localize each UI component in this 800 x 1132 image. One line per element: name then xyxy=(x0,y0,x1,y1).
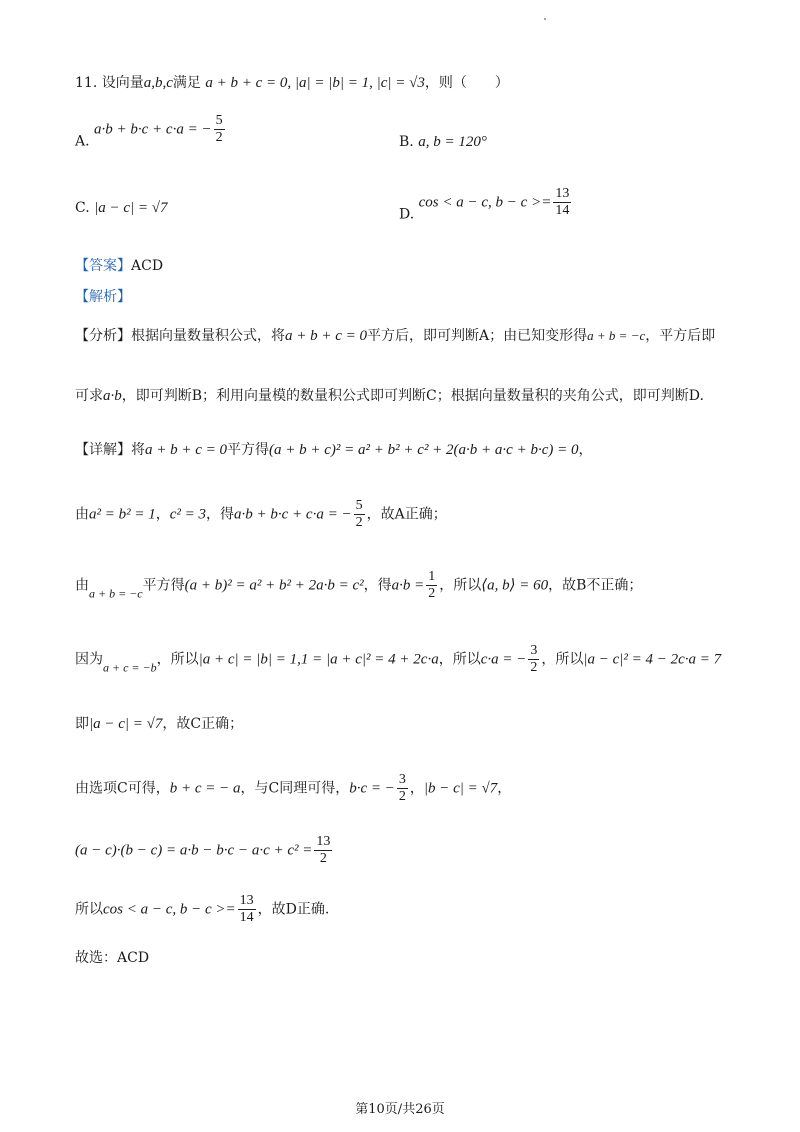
fenxi-tag: 【分析】 xyxy=(75,328,131,344)
fraction-denominator: 2 xyxy=(355,515,363,530)
option-b xyxy=(399,134,487,151)
text-span: ，所以 xyxy=(439,577,482,594)
fraction-numerator: 13 xyxy=(239,893,254,908)
fraction-denominator: 2 xyxy=(319,851,327,866)
fraction-denominator: 2 xyxy=(215,130,223,145)
fraction-denominator: 2 xyxy=(530,660,538,675)
math-expr: c² = 3 xyxy=(169,506,207,523)
text-span: 可求 xyxy=(75,388,103,404)
detail-line-5 xyxy=(75,714,243,734)
math-expr: a·b + b·c + c·a = − xyxy=(234,506,352,523)
text-span: ，故C正确； xyxy=(162,716,244,732)
math-expr: c·a = − xyxy=(480,651,527,668)
text-span: ，得 xyxy=(363,577,392,594)
option-a-fraction xyxy=(214,113,225,146)
text-span: 由 xyxy=(75,506,89,523)
detail-line-4 xyxy=(75,643,721,678)
fraction-denominator: 14 xyxy=(555,203,570,218)
analysis-tag: 【解析】 xyxy=(75,289,131,305)
math-expr: |a − c| = √7 xyxy=(89,716,163,732)
option-a xyxy=(75,113,227,150)
text-span: 由选项C可得， xyxy=(75,780,170,797)
text-span: ，故D正确. xyxy=(257,901,330,918)
detail-line-9 xyxy=(75,948,149,968)
fraction xyxy=(426,569,437,602)
option-a-label: A. xyxy=(75,133,90,150)
detail-tag: 【详解】 xyxy=(75,442,131,458)
fraction-numerator: 13 xyxy=(316,834,331,849)
math-expr: (a − c)·(b − c) = a·b − b·c − a·c + c² = xyxy=(75,842,313,859)
text-span: 因为 xyxy=(75,651,103,668)
fenxi-line-2 xyxy=(75,386,704,406)
fenxi-line-1 xyxy=(75,326,715,346)
text-span: ，平方后即 xyxy=(645,328,716,344)
fraction-numerator: 5 xyxy=(355,498,363,513)
stem-condition: a + b + c = 0, |a| = |b| = 1, |c| = √3 xyxy=(205,75,425,91)
text-span: 将 xyxy=(131,442,145,458)
text-span: 由 xyxy=(75,577,89,594)
math-expr: a + b = −c xyxy=(587,328,646,343)
fraction-numerator: 13 xyxy=(555,186,570,201)
stem-mid: 满足 xyxy=(172,75,201,91)
text-span: ， xyxy=(578,442,593,458)
stem-vars: a,b,c xyxy=(143,75,173,91)
math-expr: ⟨a, b⟩ = 60 xyxy=(481,577,549,594)
math-expr: a + c = −b xyxy=(103,660,157,675)
stem-suffix: ，则（ ） xyxy=(424,75,509,91)
text-span: ，与C同理可得， xyxy=(240,780,350,797)
fraction-numerator: 1 xyxy=(428,569,436,584)
fraction xyxy=(238,893,256,926)
fraction xyxy=(354,498,365,531)
fraction-numerator: 3 xyxy=(530,643,538,658)
option-c-label: C. xyxy=(75,200,90,216)
option-d-fraction xyxy=(553,186,571,219)
page-footer: 第10页/共26页 xyxy=(355,1102,445,1117)
math-expr: (a + b)² = a² + b² + 2a·b = c² xyxy=(184,577,364,594)
detail-line-1 xyxy=(75,440,592,460)
math-expr: a + b + c = 0 xyxy=(145,442,228,458)
text-span: ， xyxy=(497,780,512,797)
math-expr: b·c = − xyxy=(349,780,395,797)
text-span: ， xyxy=(155,506,170,523)
text-span: ，所以 xyxy=(541,651,584,668)
math-expr: (a + b + c)² = a² + b² + c² + 2(a·b + a·c + b·c) = 0 xyxy=(269,442,579,458)
text-span: ，故B不正确； xyxy=(548,577,643,594)
fraction-numerator: 5 xyxy=(215,113,223,128)
detail-line-6 xyxy=(75,772,511,805)
option-a-expr: a·b + b·c + c·a = − xyxy=(94,121,212,138)
math-expr: |b − c| = √7 xyxy=(423,780,498,797)
question-number: 11. xyxy=(75,75,98,91)
math-expr: a + b + c = 0 xyxy=(285,328,368,344)
option-d-label: D. xyxy=(399,206,415,223)
text-span: ，所以 xyxy=(156,651,199,668)
text-span: 平方得 xyxy=(227,442,270,458)
option-c-expr: |a − c| = √7 xyxy=(94,200,168,216)
fraction xyxy=(397,772,408,805)
question-stem xyxy=(75,73,509,93)
final-answer: 故选：ACD xyxy=(75,950,150,966)
text-span: 平方得 xyxy=(142,577,185,594)
option-d xyxy=(399,186,573,223)
stem-prefix: 设向量 xyxy=(101,75,144,91)
option-c xyxy=(75,200,168,217)
detail-line-8 xyxy=(75,893,329,926)
fraction-denominator: 2 xyxy=(398,789,406,804)
text-span: 平方后，即可判断A；由已知变形得 xyxy=(367,328,588,344)
fraction-numerator: 3 xyxy=(398,772,406,787)
math-expr: |a + c| = |b| = 1,1 = |a + c|² = 4 + 2c·a xyxy=(198,651,439,668)
detail-line-3 xyxy=(75,569,642,604)
option-b-expr: a, b = 120° xyxy=(418,134,487,150)
speck-mark xyxy=(544,18,546,20)
fraction-denominator: 14 xyxy=(239,910,254,925)
option-d-expr: cos < a − c, b − c >= xyxy=(418,194,552,211)
math-expr: a + b = −c xyxy=(89,586,143,601)
fraction xyxy=(314,834,332,867)
analysis-line xyxy=(75,287,131,307)
text-span: 即 xyxy=(75,716,89,732)
math-expr: b + c = − a xyxy=(169,780,241,797)
text-span: ，得 xyxy=(206,506,235,523)
text-span: ，故A正确； xyxy=(366,506,447,523)
math-expr: cos < a − c, b − c >= xyxy=(103,901,236,918)
math-expr: a·b = xyxy=(391,577,425,594)
answer-line xyxy=(75,256,163,276)
option-b-label: B. xyxy=(399,134,414,150)
answer-value: ACD xyxy=(131,258,164,274)
text-span: ， xyxy=(409,780,424,797)
math-expr: a·b xyxy=(103,388,122,404)
detail-line-2 xyxy=(75,498,447,531)
fraction xyxy=(528,643,539,676)
math-expr: a² = b² = 1 xyxy=(89,506,156,523)
text-span: ，所以 xyxy=(438,651,481,668)
answer-tag: 【答案】 xyxy=(75,258,131,274)
fraction-denominator: 2 xyxy=(428,586,436,601)
math-expr: |a − c|² = 4 − 2c·a = 7 xyxy=(583,651,722,668)
detail-line-7 xyxy=(75,834,334,867)
text-span: 所以 xyxy=(75,901,103,918)
text-span: 根据向量数量积公式，将 xyxy=(131,328,285,344)
text-span: ，即可判断B；利用向量模的数量积公式即可判断C；根据向量数量积的夹角公式，即可判断D. xyxy=(121,388,704,404)
